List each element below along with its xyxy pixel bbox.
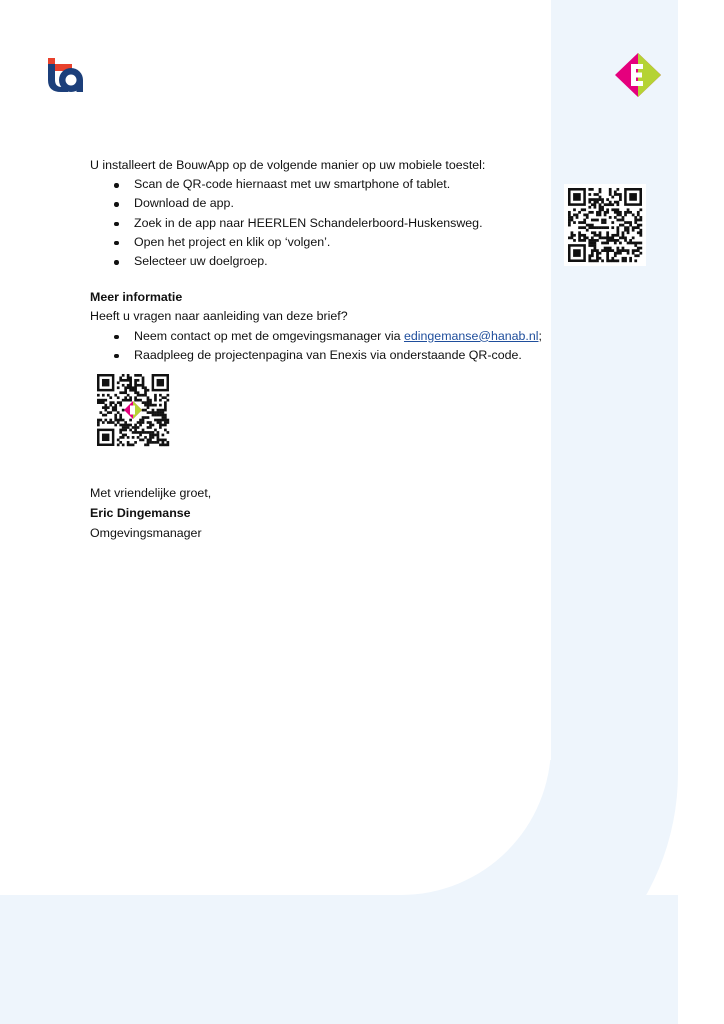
list-item: Selecteer uw doelgroep. bbox=[90, 252, 550, 271]
bouwapp-logo bbox=[44, 54, 86, 96]
qr-spacer bbox=[90, 365, 550, 484]
letter-body bbox=[90, 156, 550, 544]
question-text: Heeft u vragen naar aanleiding van deze brief? bbox=[90, 309, 348, 324]
contact-suffix: ; bbox=[538, 328, 542, 343]
enexis-logo bbox=[614, 52, 662, 98]
list-item: Scan de QR-code hiernaast met uw smartphone of tablet. bbox=[90, 175, 550, 194]
page-body-curve bbox=[0, 650, 551, 895]
list-item bbox=[90, 327, 550, 346]
list-item: Open het project en klik op ‘volgen’. bbox=[90, 233, 550, 252]
background-band-bottom bbox=[0, 895, 724, 1024]
signer-role: Omgevingsmanager bbox=[90, 526, 202, 541]
contact-text: Neem contact op met de omgevingsmanager via bbox=[134, 328, 404, 343]
more-info-heading: Meer informatie bbox=[90, 290, 183, 305]
signer-name: Eric Dingemanse bbox=[90, 506, 191, 521]
list-item: Raadpleeg de projectenpagina van Enexis via onderstaande QR-code. bbox=[90, 346, 550, 365]
greeting-text: Met vriendelijke groet, bbox=[90, 486, 212, 501]
intro-text: U installeert de BouwApp op de volgende manier op uw mobiele toestel: bbox=[90, 158, 486, 172]
more-info-list bbox=[90, 327, 550, 365]
list-item: Zoek in de app naar HEERLEN Schandelerboord-Huskensweg. bbox=[90, 214, 550, 233]
list-item: Download de app. bbox=[90, 194, 550, 213]
email-link[interactable]: edingemanse@hanab.nl bbox=[403, 328, 539, 343]
install-steps-list bbox=[90, 175, 550, 271]
page-margin-right bbox=[678, 0, 724, 1024]
background-band-right bbox=[551, 0, 678, 760]
qr-code-bouwapp bbox=[564, 184, 646, 266]
